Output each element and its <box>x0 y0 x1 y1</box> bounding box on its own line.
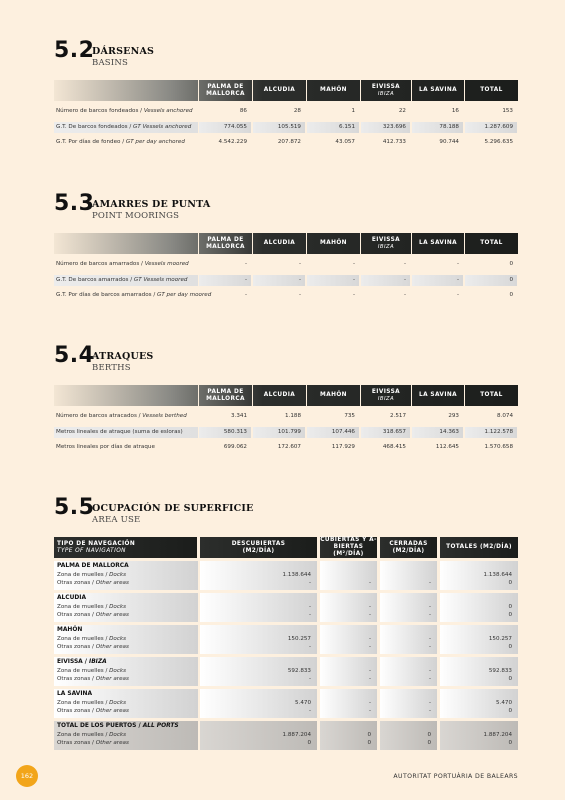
area-type-en: Docks <box>109 604 127 610</box>
port-name-es: TOTAL DE LOS PUERTOS / <box>57 723 143 729</box>
table-header <box>54 233 518 254</box>
column-header-line1: LA SAVINA <box>418 87 458 94</box>
area-type-es: Zona de muelles / <box>57 604 110 610</box>
cell-value: 5.470 <box>495 700 512 706</box>
cell-value: 0 <box>508 580 512 586</box>
row-label-es: G.T. De barcos amarrados / <box>56 276 134 283</box>
row-label <box>56 429 183 435</box>
cell-value: - <box>368 644 371 650</box>
cell-value: - <box>368 636 371 642</box>
column-header-line2: IBIZA <box>377 90 395 97</box>
row-label <box>56 444 155 450</box>
cell-value: 4.542.229 <box>218 139 247 145</box>
port-name-es: LA SAVINA <box>57 691 93 697</box>
port-name <box>57 659 107 665</box>
table-row <box>54 273 518 289</box>
column-header <box>252 233 306 254</box>
table-row <box>54 120 518 136</box>
row-label <box>56 413 187 419</box>
cell-value: - <box>456 292 459 298</box>
area-type-en: Other areas <box>95 612 129 618</box>
column-header-line1: ALCUDIA <box>263 240 296 247</box>
port-group <box>54 721 518 750</box>
table-body <box>54 104 518 151</box>
cell-value: 1 <box>351 108 355 114</box>
area-type-es: Zona de muelles / <box>57 700 110 706</box>
section-title: AMARRES DE PUNTA <box>92 199 211 210</box>
row-label <box>56 292 211 298</box>
column-header-line: (M2/DÍA) <box>242 547 275 554</box>
cell-value: - <box>428 668 431 674</box>
column-header-line2: MALLORCA <box>206 395 245 402</box>
column-header-line1: PALMA DE <box>207 236 244 243</box>
table-header <box>54 537 518 558</box>
table-row <box>54 440 518 456</box>
cell-value: - <box>428 644 431 650</box>
column-header-line: TOTALES (M2/DÍA) <box>446 544 512 551</box>
area-type-es: Otras zonas / <box>57 580 96 586</box>
cell-value: 0 <box>509 261 513 267</box>
cell-value: 8.074 <box>496 413 513 419</box>
cell-value: 78.188 <box>439 123 459 130</box>
column-header-line1: LA SAVINA <box>418 392 458 399</box>
column-header-line2: MALLORCA <box>206 243 245 250</box>
column-header <box>320 537 377 558</box>
column-header-line1: TOTAL <box>480 392 503 399</box>
column-header-line: DESCUBIERTAS <box>231 540 286 547</box>
area-type-label <box>57 700 126 706</box>
area-type-es: Otras zonas / <box>57 644 96 650</box>
cell-value: 468.415 <box>382 444 406 450</box>
section-heading <box>54 38 518 80</box>
table-body <box>54 409 518 456</box>
table-row <box>54 409 518 425</box>
column-header-line1: MAHÓN <box>320 392 347 399</box>
table-row <box>54 425 518 441</box>
section-5-4 <box>54 343 518 456</box>
area-type-label <box>57 644 129 650</box>
column-header-line: CUBIERTAS Y A- <box>320 537 377 544</box>
cell-value: 293 <box>448 413 459 419</box>
row-label <box>56 139 185 145</box>
section-title: OCUPACIÓN DE SUPERFICIE <box>92 503 254 514</box>
cell-value: 112.645 <box>435 444 459 450</box>
cell-value: 0 <box>508 708 512 714</box>
column-header-line1: ALCUDIA <box>263 392 296 399</box>
cell-value: 16 <box>451 108 459 114</box>
row-label-en: Vessels anchored <box>143 108 193 114</box>
cell-value: - <box>368 700 371 706</box>
port-name-es: EIVISSA / <box>57 659 89 665</box>
cell-value: 1.287.609 <box>484 123 513 130</box>
cell-value: 0 <box>508 612 512 618</box>
table-body <box>54 257 518 304</box>
row-label-es: G.T. Por días de fondeo / <box>56 139 126 145</box>
cell-value: 0 <box>508 676 512 682</box>
footer-publisher: AUTORITAT PORTUÀRIA DE BALEARS <box>393 773 518 780</box>
column-header <box>464 233 518 254</box>
column-header-line1: ALCUDIA <box>263 87 296 94</box>
cell-value: 0 <box>367 732 371 738</box>
section-heading <box>54 495 518 537</box>
cell-value: - <box>428 636 431 642</box>
column-header-line: BIERTAS (M²/DÍA) <box>333 544 364 557</box>
column-header-line1: EIVISSA <box>371 389 401 396</box>
cell-value: - <box>428 676 431 682</box>
area-type-label <box>57 636 126 642</box>
column-header <box>198 385 252 406</box>
column-header <box>411 80 464 101</box>
column-header-line1: EIVISSA <box>371 84 401 91</box>
cell-value: - <box>298 276 301 283</box>
cell-value: 1.887.204 <box>282 732 311 738</box>
cell-value: - <box>308 604 311 610</box>
row-label-en: GT Vessels moored <box>133 276 188 283</box>
table-header <box>54 385 518 406</box>
cell-value: - <box>403 261 406 267</box>
cell-value: 6.151 <box>338 123 355 130</box>
section-heading <box>54 343 518 385</box>
row-label-en: Vessels berthed <box>142 413 187 419</box>
cell-value: 323.696 <box>382 123 406 130</box>
section-5-3 <box>54 191 518 304</box>
port-name-en: IBIZA <box>89 659 107 665</box>
column-header-line2: MALLORCA <box>206 90 245 97</box>
cell-value: - <box>368 676 371 682</box>
cell-value: 2.517 <box>389 413 406 419</box>
cell-value: - <box>428 580 431 586</box>
port-name <box>57 723 179 729</box>
row-label-en: Vessels moored <box>144 261 189 267</box>
column-header-line2: IBIZA <box>377 243 395 250</box>
column-header <box>200 537 317 558</box>
cell-value: 172.607 <box>277 444 301 450</box>
port-group <box>54 625 518 654</box>
cell-value: - <box>308 580 311 586</box>
cell-value: 153 <box>502 108 513 114</box>
cell-value: 0 <box>427 732 431 738</box>
area-type-label <box>57 612 129 618</box>
row-label-es: Número de barcos amarrados / <box>56 261 145 267</box>
column-header-line1: TIPO DE NAVEGACIÓN <box>57 540 136 547</box>
cell-value: 0 <box>508 644 512 650</box>
row-label <box>56 108 193 114</box>
table-row <box>54 257 518 273</box>
area-type-label <box>57 732 126 738</box>
cell-value: 5.296.635 <box>484 139 513 145</box>
column-header-line1: TOTAL <box>480 87 503 94</box>
column-header <box>360 385 411 406</box>
area-type-label <box>57 580 129 586</box>
port-name-en: ALL PORTS <box>142 723 179 729</box>
cell-value: 580.313 <box>223 428 247 435</box>
area-type-en: Docks <box>109 732 127 738</box>
port-group <box>54 561 518 590</box>
area-type-label <box>57 604 126 610</box>
column-header <box>360 233 411 254</box>
cell-value: 5.470 <box>294 700 311 706</box>
cell-value: - <box>428 612 431 618</box>
cell-value: - <box>428 708 431 714</box>
area-type-label <box>57 572 126 578</box>
column-header-line1: MAHÓN <box>320 87 347 94</box>
column-header-line1: MAHÓN <box>320 240 347 247</box>
cell-value: 699.062 <box>223 444 247 450</box>
cell-value: - <box>368 580 371 586</box>
column-header <box>464 385 518 406</box>
column-header-line2: TYPE OF NAVIGATION <box>57 547 126 554</box>
row-label-es: Número de barcos fondeados / <box>56 108 144 114</box>
area-type-es: Otras zonas / <box>57 708 96 714</box>
cell-value: 90.744 <box>439 139 459 145</box>
cell-value: - <box>244 276 247 283</box>
column-header-navigation <box>54 537 197 558</box>
area-type-es: Zona de muelles / <box>57 732 110 738</box>
table-header <box>54 80 518 101</box>
cell-value: - <box>352 276 355 283</box>
column-header-line: (M2/DÍA) <box>392 547 425 554</box>
area-type-en: Other areas <box>95 740 129 746</box>
column-header-line: CERRADAS <box>389 540 428 547</box>
area-type-label <box>57 740 129 746</box>
area-type-label <box>57 708 129 714</box>
section-number: 5.3 <box>54 191 95 216</box>
cell-value: 101.799 <box>277 428 301 435</box>
cell-value: - <box>244 292 247 298</box>
cell-value: - <box>403 292 406 298</box>
cell-value: 1.188 <box>284 413 301 419</box>
section-title: DÁRSENAS <box>92 46 155 57</box>
area-type-es: Zona de muelles / <box>57 572 110 578</box>
cell-value: 774.055 <box>223 123 247 130</box>
cell-value: 0 <box>508 604 512 610</box>
cell-value: - <box>352 261 355 267</box>
port-name-es: PALMA DE MALLORCA <box>57 563 129 569</box>
column-header <box>360 80 411 101</box>
cell-value: - <box>308 676 311 682</box>
page-number: 162 <box>16 765 38 787</box>
cell-value: - <box>244 261 247 267</box>
column-header-line2: IBIZA <box>377 395 395 402</box>
column-header <box>306 80 360 101</box>
cell-value: 1.122.578 <box>484 428 513 435</box>
table-row <box>54 135 518 151</box>
section-subtitle: BASINS <box>92 58 129 68</box>
cell-value: 1.570.658 <box>484 444 513 450</box>
section-subtitle: AREA USE <box>92 515 141 525</box>
port-group <box>54 593 518 622</box>
port-name <box>57 627 82 633</box>
section-number: 5.4 <box>54 343 95 368</box>
cell-value: 117.929 <box>331 444 355 450</box>
column-header <box>198 233 252 254</box>
row-label-en: GT per day moored <box>157 292 212 298</box>
area-type-en: Docks <box>109 636 127 642</box>
port-name <box>57 595 86 601</box>
cell-value: 43.057 <box>335 139 355 145</box>
cell-value: 14.363 <box>439 428 459 435</box>
row-label-es: G.T. Por días de barcos amarrados / <box>56 292 157 298</box>
column-header <box>252 385 306 406</box>
cell-value: - <box>456 261 459 267</box>
cell-value: 1.138.644 <box>483 572 512 578</box>
column-header <box>306 233 360 254</box>
column-header <box>252 80 306 101</box>
section-subtitle: BERTHS <box>92 363 131 373</box>
cell-value: 22 <box>398 108 406 114</box>
cell-value: 105.519 <box>277 123 301 130</box>
row-label-en: GT Vessels anchored <box>132 123 192 130</box>
section-5-5 <box>54 495 518 751</box>
cell-value: 1.887.204 <box>483 732 512 738</box>
cell-value: 207.872 <box>277 139 301 145</box>
cell-value: 0 <box>307 740 311 746</box>
column-header-line1: LA SAVINA <box>418 240 458 247</box>
cell-value: - <box>308 644 311 650</box>
port-name-es: MAHÓN <box>57 627 83 633</box>
area-type-label <box>57 676 129 682</box>
column-header <box>464 80 518 101</box>
port-group <box>54 689 518 718</box>
cell-value: 0 <box>367 740 371 746</box>
cell-value: - <box>428 700 431 706</box>
port-name <box>57 563 129 569</box>
cell-value: - <box>308 612 311 618</box>
area-type-es: Otras zonas / <box>57 612 96 618</box>
cell-value: 735 <box>344 413 355 419</box>
row-label-es: G.T. De barcos fondeados / <box>56 123 133 130</box>
cell-value: 107.446 <box>331 428 355 435</box>
cell-value: - <box>368 668 371 674</box>
cell-value: 28 <box>293 108 301 114</box>
area-type-es: Otras zonas / <box>57 676 96 682</box>
cell-value: 412.733 <box>382 139 406 145</box>
cell-value: - <box>456 276 459 283</box>
cell-value: 0 <box>509 292 513 298</box>
area-type-en: Other areas <box>95 676 129 682</box>
area-type-en: Other areas <box>95 580 129 586</box>
cell-value: 0 <box>427 740 431 746</box>
area-type-en: Other areas <box>95 644 129 650</box>
section-number: 5.5 <box>54 495 95 520</box>
port-name <box>57 691 92 697</box>
section-heading <box>54 191 518 233</box>
area-type-en: Docks <box>109 700 127 706</box>
cell-value: - <box>308 708 311 714</box>
table-row <box>54 104 518 120</box>
column-header-line1: PALMA DE <box>207 388 244 395</box>
row-label-es: Número de barcos atracados / <box>56 413 143 419</box>
table-row <box>54 288 518 304</box>
cell-value: 150.257 <box>287 636 311 642</box>
cell-value: - <box>352 292 355 298</box>
port-group <box>54 657 518 686</box>
area-type-en: Docks <box>109 572 127 578</box>
cell-value: 3.341 <box>230 413 247 419</box>
cell-value: 318.657 <box>382 428 406 435</box>
cell-value: 150.257 <box>488 636 512 642</box>
cell-value: 0 <box>508 740 512 746</box>
column-header <box>411 233 464 254</box>
column-header-line1: PALMA DE <box>207 83 244 90</box>
cell-value: - <box>368 708 371 714</box>
cell-value: 592.833 <box>287 668 311 674</box>
cell-value: - <box>403 276 406 283</box>
table-body <box>54 561 518 751</box>
section-number: 5.2 <box>54 38 95 63</box>
column-header <box>440 537 518 558</box>
column-header <box>411 385 464 406</box>
row-label-en: GT per day anchored <box>125 139 185 145</box>
area-type-en: Docks <box>109 668 127 674</box>
section-5-2 <box>54 38 518 151</box>
area-type-es: Zona de muelles / <box>57 636 110 642</box>
area-type-label <box>57 668 126 674</box>
column-header <box>306 385 360 406</box>
area-type-es: Zona de muelles / <box>57 668 110 674</box>
row-label-es: Metros lineales de atraque (suma de esloras) <box>56 428 183 435</box>
area-type-en: Other areas <box>95 708 129 714</box>
cell-value: 86 <box>239 108 247 114</box>
column-header <box>380 537 437 558</box>
column-header-line1: EIVISSA <box>371 237 401 244</box>
cell-value: - <box>298 261 301 267</box>
cell-value: 0 <box>509 276 513 283</box>
row-label <box>56 277 187 283</box>
cell-value: - <box>368 612 371 618</box>
port-name-es: ALCUDIA <box>57 595 87 601</box>
cell-value: 592.833 <box>488 668 512 674</box>
row-label <box>56 124 191 130</box>
section-title: ATRAQUES <box>92 351 154 362</box>
area-type-es: Otras zonas / <box>57 740 96 746</box>
cell-value: - <box>428 604 431 610</box>
cell-value: - <box>298 292 301 298</box>
column-header <box>198 80 252 101</box>
row-label-es: Metros lineales por días de atraque <box>56 444 155 450</box>
column-header-line1: TOTAL <box>480 240 503 247</box>
cell-value: - <box>368 604 371 610</box>
row-label <box>56 261 189 267</box>
cell-value: 1.138.644 <box>282 572 311 578</box>
section-subtitle: POINT MOORINGS <box>92 211 180 221</box>
